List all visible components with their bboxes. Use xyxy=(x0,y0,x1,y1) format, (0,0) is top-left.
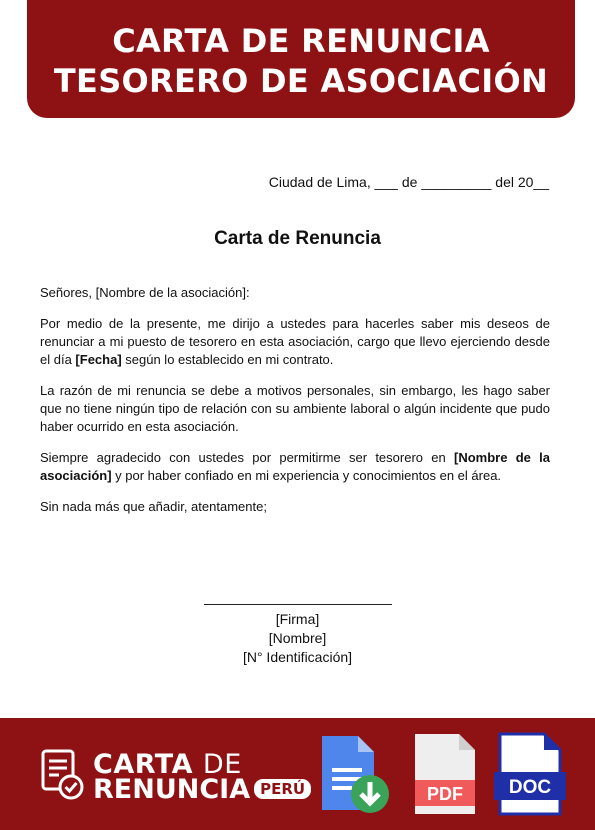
paragraph-text: Siempre agradecido con ustedes por permitirme ser tesorero en xyxy=(40,450,455,465)
signature-line xyxy=(204,604,392,605)
letter-paragraph-3 xyxy=(40,449,550,485)
banner-title-line-1: CARTA DE RENUNCIA xyxy=(112,22,490,60)
logo-word-de: DE xyxy=(202,749,242,780)
paragraph-text: según lo establecido en mi contrato. xyxy=(121,352,334,367)
letter-date-line: Ciudad de Lima, ___ de _________ del 20__ xyxy=(268,174,549,190)
letter-title: Carta de Renuncia xyxy=(214,228,381,249)
logo-country-badge: PERÚ xyxy=(254,779,311,799)
title-banner xyxy=(27,0,575,118)
date-placeholder: [Fecha] xyxy=(75,352,122,367)
logo-word-renuncia: RENUNCIA xyxy=(93,774,251,805)
pdf-file-icon[interactable] xyxy=(413,732,477,816)
logo-text-line-2 xyxy=(93,774,311,805)
signature-identificacion: [N° Identificación] xyxy=(242,649,353,665)
letter-paragraph-2: La razón de mi renuncia se debe a motivos personales, sin embargo, les hago saber que no tiene ningún tipo de relación con su ambiente laboral o algún incidente que pudo haber ocurrido en esta asociación. xyxy=(40,383,550,434)
doc-label: DOC xyxy=(508,777,552,798)
letter-paragraph-1 xyxy=(40,315,550,369)
paragraph-text: y por haber confiado en mi experiencia y conocimientos en el área. xyxy=(111,468,502,483)
google-doc-download-icon[interactable] xyxy=(318,732,390,816)
letter-greeting: Señores, [Nombre de la asociación]: xyxy=(40,285,250,300)
association-name-placeholder: [Nombre de la asociación] xyxy=(40,450,551,483)
signature-firma: [Firma] xyxy=(275,611,320,627)
document-check-icon xyxy=(41,749,85,801)
paragraph-text: Por medio de la presente, me dirijo a ustedes para hacerles saber mis deseos de renunciar a mi puesto de tesorero en esta asociación, cargo que llevo ejerciendo desde el día xyxy=(40,316,550,367)
signature-block xyxy=(0,604,595,667)
site-logo[interactable] xyxy=(41,745,306,805)
signature-nombre: [Nombre] xyxy=(268,630,327,646)
letter-closing: Sin nada más que añadir, atentamente; xyxy=(40,499,267,514)
doc-file-icon[interactable] xyxy=(494,732,572,816)
pdf-label: PDF xyxy=(427,784,463,804)
logo-word-carta: CARTA xyxy=(93,749,194,780)
banner-title-line-2: TESORERO DE ASOCIACIÓN xyxy=(53,62,549,100)
